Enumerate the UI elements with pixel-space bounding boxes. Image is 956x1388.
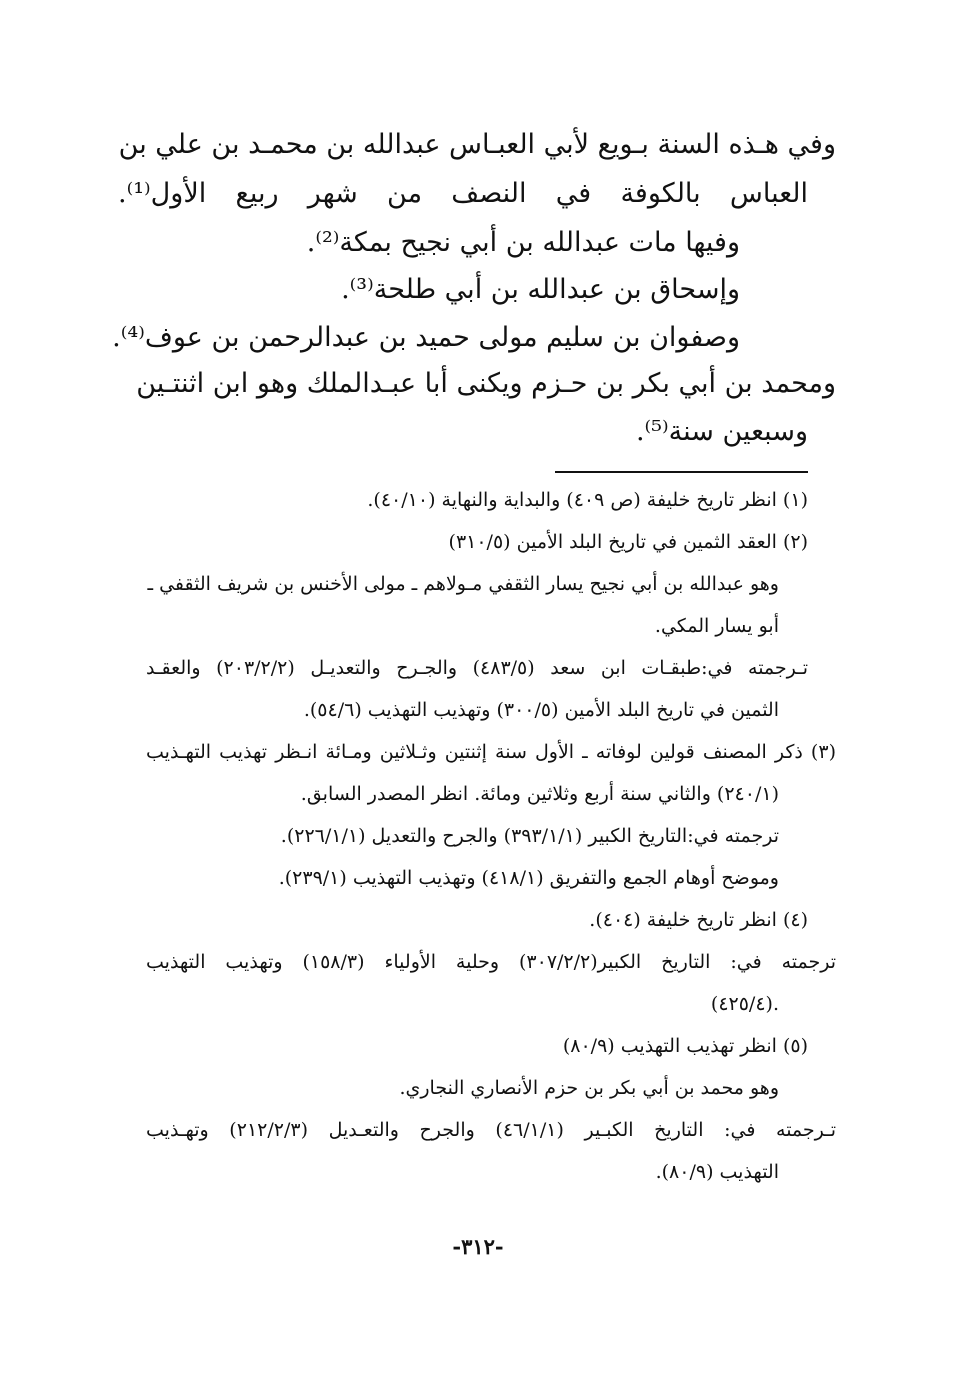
main-text-line-7: وسبعين سنة⁽⁵⁾.: [635, 416, 808, 447]
main-text-line-3: وفيها مات عبدالله بن أبي نجيح بمكة⁽²⁾.: [306, 227, 740, 258]
footnote-5-line-2: وهو محمد بن أبي بكر بن حزم الأنصاري النجاري.: [399, 1077, 779, 1099]
footnote-separator: [555, 471, 808, 473]
footnote-3-line-2: (٢٤٠/١) والثاني سنة أربع وثلاثين ومائة. انظر المصدر السابق.: [300, 783, 779, 805]
footnote-4: (٤) انظر تاريخ خليفة (٤٠٤).: [589, 909, 808, 931]
footnote-5: (٥) انظر تهذيب التهذيب (٨٠/٩): [562, 1035, 808, 1057]
footnote-4-line-3: (٤٢٥/٤).: [710, 993, 779, 1015]
footnote-3-line-3: ترجمته في:التاريخ الكبير (٣٩٣/١/١) والجرح والتعديل (٢٢٦/١/١).: [280, 825, 779, 847]
footnote-3: (٣) ذكر المصنف قولين لوفاته ـ الأول سنة إثنتين وثـلاثين ومـائة انـظر تهذيب التهـذيب: [146, 741, 836, 763]
footnote-4-line-2: ترجمته في: التاريخ الكبير(٣٠٧/٢/٢) وحلية الأولياء (١٥٨/٣) وتهذيب التهذيب: [146, 951, 836, 973]
footnote-2-line-3: أبو يسار المكي.: [654, 615, 779, 637]
main-text-line-5: وصفوان بن سليم مولى حميد بن عبدالرحمن بن عوف⁽⁴⁾.: [112, 322, 740, 353]
footnote-2-line-2: وهو عبدالله بن أبي نجيح يسار الثقفي مـولاهم ـ مولى الأخنس بن شريف الثقفي ـ: [147, 573, 779, 595]
footnote-2: (٢) العقد الثمين في تاريخ البلد الأمين (٣١٠/٥): [448, 531, 808, 553]
main-text-line-1: وفي هـذه السنة بـويع لأبي العبـاس عبدالله بن محمـد بن علي بن: [118, 129, 836, 160]
page-number: -٣١٢-: [452, 1234, 504, 1259]
footnote-5-line-3: تـرجمته في: التاريخ الكبـير (٤٦/١/١) والجرح والتعـديل (٢١٢/٢/٣) وتهـذيب: [146, 1119, 836, 1141]
footnote-3-line-4: وموضح أوهام الجمع والتفريق (٤١٨/١) وتهذيب التهذيب (٢٣٩/١).: [278, 867, 779, 889]
footnote-2-line-4: تـرجمته في:طبقـات ابن سعد (٤٨٣/٥) والجـرح والتعديـل (٢٠٣/٢/٢) والعقـد: [146, 657, 808, 679]
footnote-5-line-4: التهذيب (٨٠/٩).: [655, 1161, 779, 1183]
footnote-2-line-5: الثمين في تاريخ البلد الأمين (٣٠٠/٥) وتهذيب التهذيب (٥٤/٦).: [303, 699, 779, 721]
main-text-line-6: ومحمد بن أبي بكر بن حـزم ويكنى أبا عبـدالملك وهو ابن اثنتـين: [136, 368, 836, 399]
main-text-line-4: وإسحاق بن عبدالله بن أبي طلحة⁽³⁾.: [341, 274, 740, 305]
footnote-1: (١) انظر تاريخ خليفة (ص ٤٠٩) والبداية والنهاية (٤٠/١٠).: [367, 489, 808, 511]
main-text-line-2: العباس بالكوفة في النصف من شهر ربيع الأول⁽¹⁾.: [118, 178, 808, 209]
